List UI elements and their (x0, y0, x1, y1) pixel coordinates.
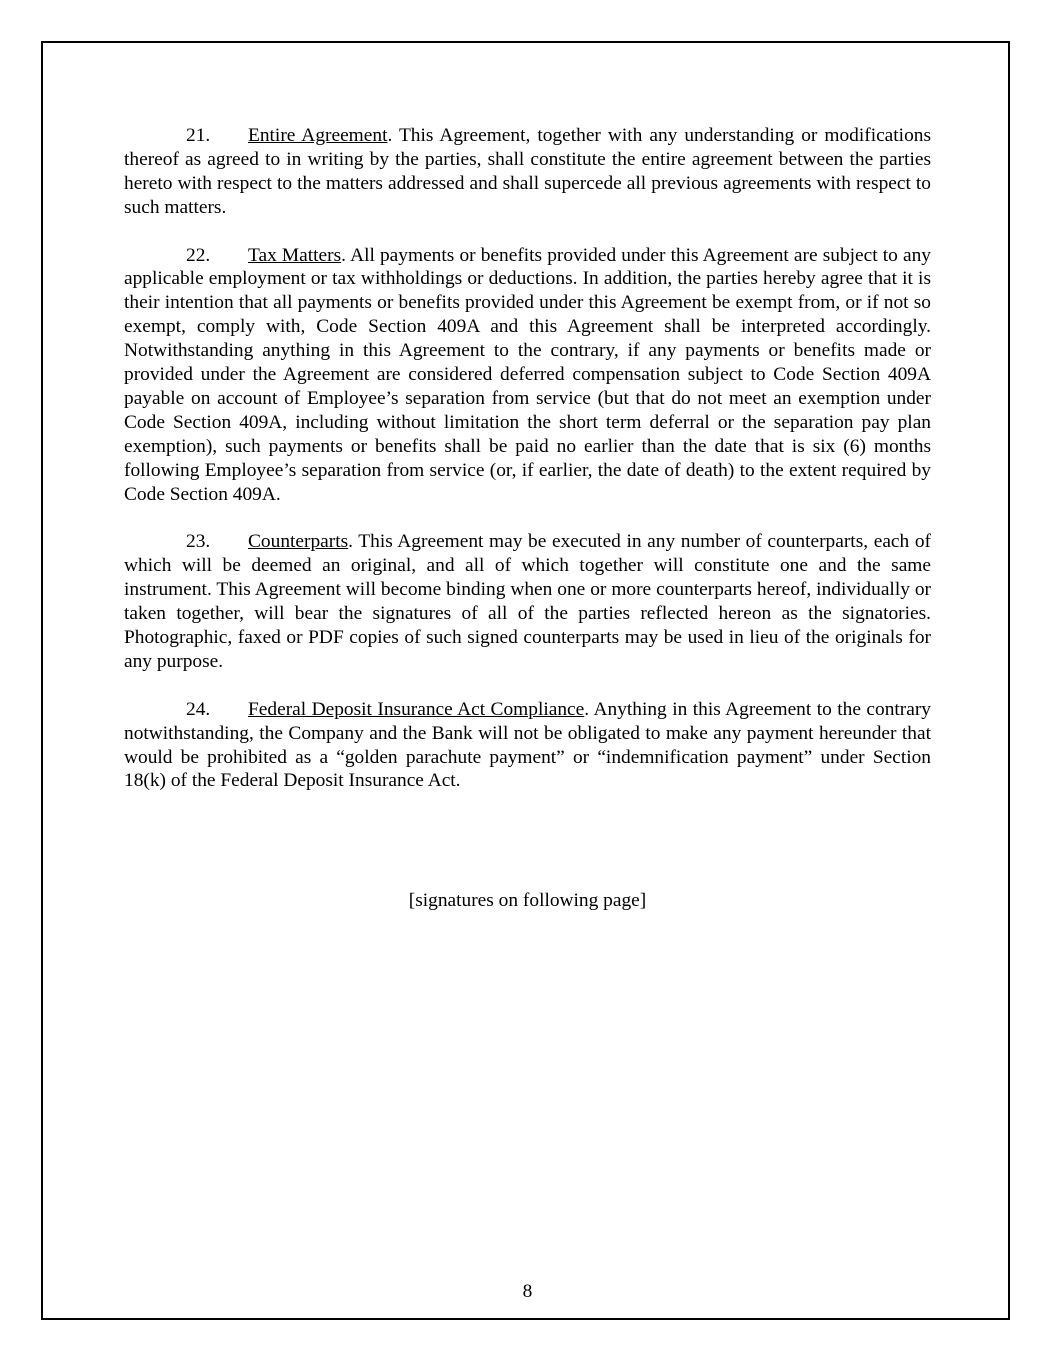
section-heading: Counterparts (248, 531, 349, 553)
section-number: 23. (186, 531, 211, 553)
section-heading: Tax Matters (248, 244, 342, 266)
section-number: 21. (186, 125, 211, 146)
section-number: 22. (186, 244, 211, 266)
section-text: . This Agreement may be executed in any number of counterparts, each of which will be deemed an original, and all of which together will constitute one and the same instrument. This Agreement will become binding when one or more counterparts hereof, individually or taken together, will bear the signatures of all of the parties reflected hereon as the signatories. Photographic, faxed or PDF copies of such signed counterparts may be used in lieu of the originals for any purpose. (124, 531, 931, 672)
section-22 (124, 244, 931, 507)
document-body (124, 124, 931, 817)
section-heading: Entire Agreement (248, 125, 388, 146)
section-text: . This Agreement, together with any understanding or modifications thereof as agreed to in writing by the parties, shall constitute the entire agreement between the parties hereto with respect to the matters addressed and shall supercede all previous agreements with respect to such matters. (124, 125, 932, 218)
section-24 (124, 698, 931, 794)
page-number: 8 (522, 1281, 533, 1302)
section-21 (124, 124, 931, 220)
section-23 (124, 530, 931, 673)
section-text: . Anything in this Agreement to the contrary notwithstanding, the Company and the Bank will not be obligated to make any payment hereunder that would be prohibited as a “golden parachute payment” or “indemnification payment” under Section 18(k) of the Federal Deposit Insurance Act. (124, 698, 931, 792)
section-text: . All payments or benefits provided under this Agreement are subject to any applicable employment or tax withholdings or deductions. In addition, the parties hereby agree that it is their intention that all payments or benefits provided under this Agreement be exempt from, or if not so exempt, comply with, Code Section 409A and this Agreement shall be interpreted accordingly. Notwithstanding anything in this Agreement to the contrary, if any payments or benefits made or provided under the Agreement are considered deferred compensation subject to Code Section 409A payable on account of Employee’s separation from service (but that do not meet an exemption under Code Section 409A, including without limitation the short term deferral or the separation pay plan exemption), such payments or benefits shall be paid no earlier than the date that is six (6) months following Employee’s separation from service (or, if earlier, the date of death) to the extent required by Code Section 409A. (124, 244, 932, 505)
signature-note: [signatures on following page] (408, 890, 647, 911)
section-heading: Federal Deposit Insurance Act Compliance (248, 698, 585, 720)
section-number: 24. (186, 698, 211, 720)
